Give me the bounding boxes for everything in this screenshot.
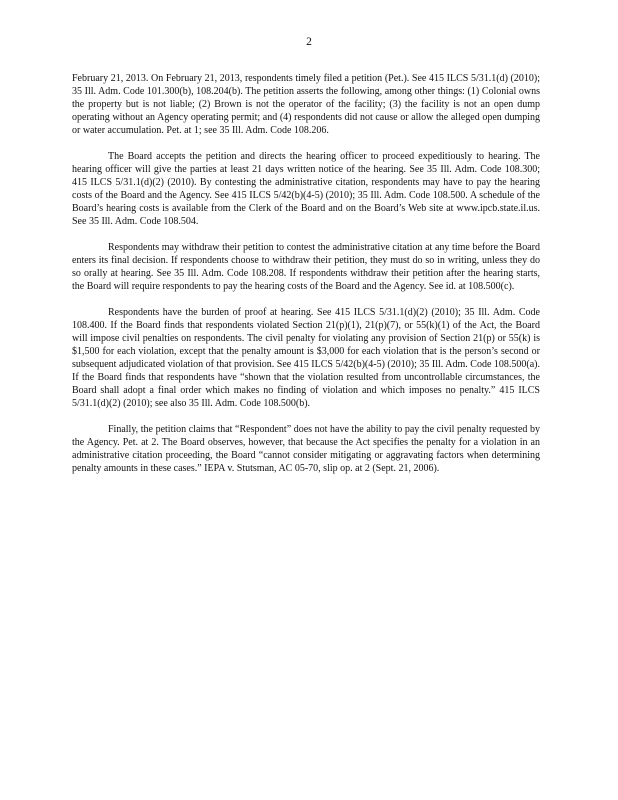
page-number: 2 bbox=[306, 36, 312, 48]
paragraph-petition-filed: February 21, 2013. On February 21, 2013, respondents timely filed a petition (Pet.). See 415 ILCS 5/31.1(d) (2010); 35 Ill. Adm. Code 101.300(b), 108.204(b). The petition asserts the following, among other things: (1) Colonial owns the property but is not liable; (2) Brown is not the operator of the facility; (3) the facility is not an open dump operating without an Agency operating permit; and (4) respondents did not cause or allow the alleged open dumping or water accumulation. Pet. at 1; see 35 Ill. Adm. Code 108.206. bbox=[72, 73, 540, 136]
paragraph-ability-to-pay: Finally, the petition claims that “Respondent” does not have the ability to pay the civil penalty requested by the Agency. Pet. at 2. The Board observes, however, that because the Act specifies the penalty for a violation in an administrative citation proceeding, the Board “cannot consider mitigating or aggravating factors when determining penalty amounts in these cases.” IEPA v. Stutsman, AC 05-70, slip op. at 2 (Sept. 21, 2006). bbox=[72, 424, 540, 474]
paragraph-withdrawal: Respondents may withdraw their petition to contest the administrative citation at any time before the Board enters its final decision. If respondents choose to withdraw their petition, they must do so in writing, unless they do so orally at hearing. See 35 Ill. Adm. Code 108.208. If respondents withdraw their petition after the hearing starts, the Board will require respondents to pay the hearing costs of the Board and the Agency. See id. at 108.500(c). bbox=[72, 242, 540, 292]
paragraph-hearing: The Board accepts the petition and directs the hearing officer to proceed expeditiously to hearing. The hearing officer will give the parties at least 21 days written notice of the hearing. See 35 Ill. Adm. Code 108.300; 415 ILCS 5/31.1(d)(2) (2010). By contesting the administrative citation, respondents may have to pay the hearing costs of the Board and the Agency. See 415 ILCS 5/42(b)(4-5) (2010); 35 Ill. Adm. Code 108.500. A schedule of the Board’s hearing costs is available from the Clerk of the Board and on the Board’s Web site at www.ipcb.state.il.us. See 35 Ill. Adm. Code 108.504. bbox=[72, 151, 540, 227]
document-body bbox=[72, 72, 540, 488]
paragraph-burden-of-proof: Respondents have the burden of proof at hearing. See 415 ILCS 5/31.1(d)(2) (2010); 35 Ill. Adm. Code 108.400. If the Board finds that respondents violated Section 21(p)(1), 21(p)(7), or 55(k)(1) of the Act, the Board will impose civil penalties on respondents. The civil penalty for violating any provision of Section 21(p) or 55(k) is $1,500 for each violation, except that the penalty amount is $3,000 for each violation that is the person’s second or subsequent adjudicated violation of that provision. See 415 ILCS 5/42(b)(4-5) (2010); 35 Ill. Adm. Code 108.500(a). If the Board finds that respondents have “shown that the violation resulted from uncontrollable circumstances, the Board shall adopt a final order which makes no finding of violation and which imposes no penalty.” 415 ILCS 5/31.1(d)(2) (2010); see also 35 Ill. Adm. Code 108.500(b). bbox=[72, 307, 540, 409]
